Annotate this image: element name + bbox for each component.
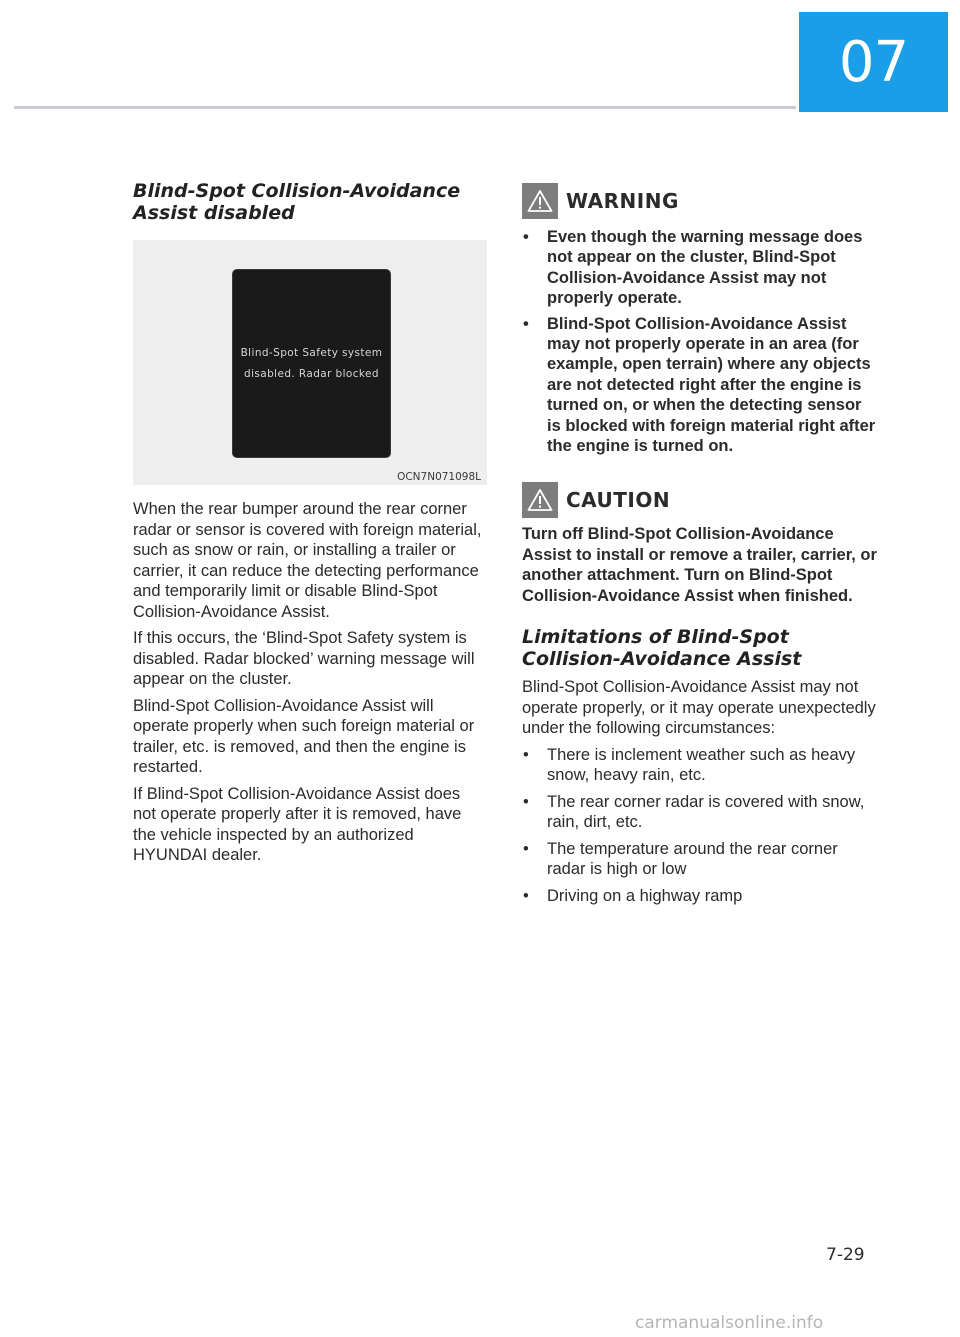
limitation-item: • Driving on a highway ramp <box>522 886 878 907</box>
limitations-intro: Blind-Spot Collision-Avoidance Assist may not operate properly, or it may operate unexpectedly under the following circumstances: <box>522 678 876 738</box>
section-title: Blind-Spot Collision-Avoidance Assist disabled <box>133 180 461 224</box>
watermark: carmanualsonline.info <box>635 1313 824 1333</box>
cluster-figure <box>133 240 487 485</box>
chapter-tab <box>799 12 948 112</box>
screen-message-line1: Blind-Spot Safety system <box>240 346 383 359</box>
warning-label: WARNING <box>566 189 679 213</box>
warning-list <box>522 227 878 456</box>
paragraph: If this occurs, the ‘Blind-Spot Safety system is disabled. Radar blocked’ warning message will appear on the cluster. <box>133 629 475 688</box>
caution-block <box>522 482 878 606</box>
chapter-number: 07 <box>838 29 909 95</box>
limitations-list <box>522 745 878 907</box>
paragraph: When the rear bumper around the rear corner radar or sensor is covered with foreign material, such as snow or rain, or installing a trailer or carrier, it can reduce the detecting performance and temporarily limit or disable Blind-Spot Collision-Avoidance Assist. <box>133 500 482 621</box>
caution-label: CAUTION <box>566 488 671 513</box>
paragraph: Blind-Spot Collision-Avoidance Assist will operate properly when such foreign material or trailer, etc. is removed, and then the engine is restarted. <box>133 696 475 776</box>
caution-header <box>522 482 878 518</box>
caution-text: Turn off Blind-Spot Collision-Avoidance Assist to install or remove a trailer, carrier, or another attachment. Turn on Blind-Spot Collision-Avoidance Assist when finished. <box>522 525 877 605</box>
screen-message-line2: disabled. Radar blocked <box>244 367 379 380</box>
page-number: 7-29 <box>826 1245 865 1265</box>
warning-item: • Even though the warning message does not appear on the cluster, Blind-Spot Collision-Avoidance Assist may not properly operate. <box>522 227 878 309</box>
left-column <box>133 180 487 866</box>
limitation-item: • The temperature around the rear corner radar is high or low <box>522 839 878 880</box>
warning-header <box>522 183 878 219</box>
limitation-item: • There is inclement weather such as heavy snow, heavy rain, etc. <box>522 745 878 786</box>
warning-block <box>522 183 878 456</box>
right-column <box>522 183 878 912</box>
cluster-screen <box>232 269 391 458</box>
warning-triangle-icon <box>522 482 558 518</box>
limitation-item: • The rear corner radar is covered with snow, rain, dirt, etc. <box>522 792 878 833</box>
limitations-title: Limitations of Blind-Spot Collision-Avoidance Assist <box>522 626 802 671</box>
paragraph: If Blind-Spot Collision-Avoidance Assist does not operate properly after it is removed, have the vehicle inspected by an authorized HYUNDAI dealer. <box>133 784 462 864</box>
figure-code: OCN7N071098L <box>397 471 481 483</box>
header-rule <box>14 106 796 109</box>
warning-triangle-icon <box>522 183 558 219</box>
warning-item: • Blind-Spot Collision-Avoidance Assist may not properly operate in an area (for example, open terrain) where any objects are not detected right after the engine is turned on, or when the detecting sensor is blocked with foreign material right after the engine is turned on. <box>522 314 878 457</box>
